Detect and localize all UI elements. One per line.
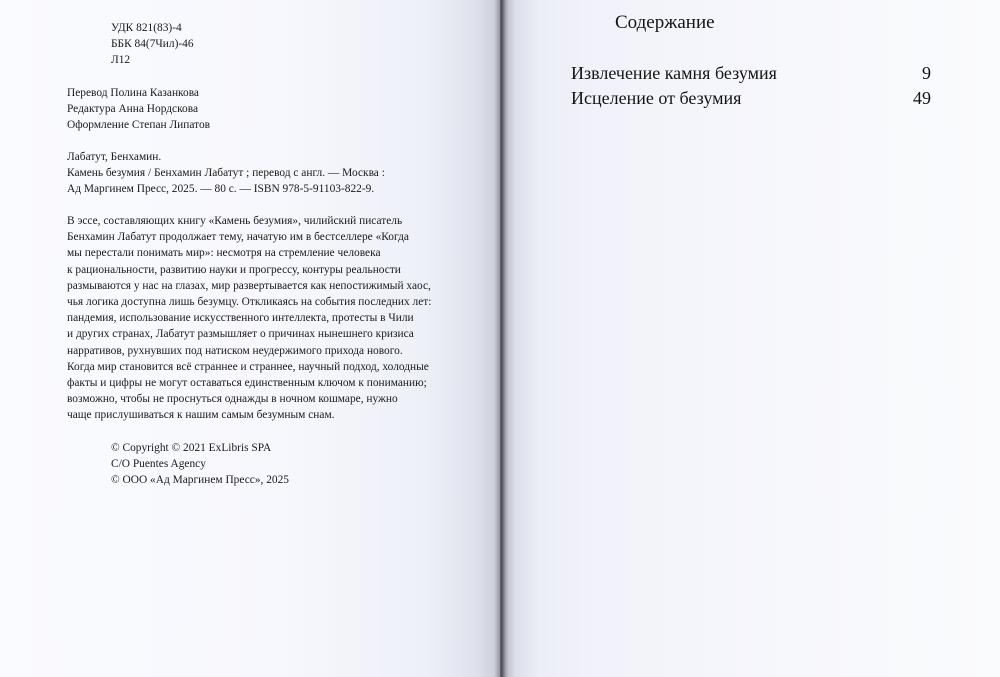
abstract-line: к рациональности, развитию науки и прогрессу, контуры реальности	[67, 263, 401, 276]
abstract-line: факты и цифры не могут оставаться единственным ключом к пониманию;	[67, 377, 427, 390]
editor-credit: Редактура Анна Нордскова	[67, 103, 199, 116]
toc-entry[interactable]	[571, 88, 931, 113]
bib-publisher: Ад Маргинем Пресс, 2025. — 80 с. — ISBN 978-5-91103-822-9.	[67, 183, 375, 196]
publisher-copyright-line: © ООО «Ад Маргинем Пресс», 2025	[111, 474, 289, 487]
toc-entry-page: 9	[922, 63, 931, 83]
abstract-line: нарративов, рухнувших под натиском неудержимого прихода нового.	[67, 344, 403, 357]
agency-line: C/O Puentes Agency	[111, 458, 206, 471]
abstract-line: пандемия, использование искусственного интеллекта, протесты в Чили	[67, 312, 414, 325]
abstract-line: Когда мир становится всё страннее и страннее, научный подход, холодные	[67, 360, 429, 373]
abstract-line: чья логика доступна лишь безумцу. Откликаясь на события последних лет:	[67, 296, 432, 309]
bib-author: Лабатут, Бенхамин.	[67, 151, 162, 163]
toc-entry-page: 49	[913, 88, 931, 108]
right-page	[500, 0, 1000, 677]
copyright-block	[111, 440, 289, 489]
copyright-line: © Copyright © 2021 ExLibris SPA	[111, 442, 272, 454]
abstract-line: чаще прислушиваться к нашим самым безумным снам.	[67, 409, 335, 422]
bibliographic-record	[67, 149, 385, 198]
abstract-line: мы перестали понимать мир»: несмотря на стремление человека	[67, 247, 381, 260]
contents-heading: Содержание	[615, 12, 715, 33]
abstract-line: Бенхамин Лабатут продолжает тему, начатую им в бестселлере «Когда	[67, 231, 409, 244]
bbk-code: ББК 84(7Чил)-46	[111, 38, 194, 51]
book-gutter-shadow	[494, 0, 508, 677]
abstract-line: возможно, чтобы не проснуться однажды в ночном кошмаре, нужно	[67, 393, 398, 406]
table-of-contents	[571, 63, 931, 113]
credits-block	[67, 85, 210, 134]
designer-credit: Оформление Степан Липатов	[67, 119, 211, 132]
translator-credit: Перевод Полина Казанкова	[67, 87, 199, 99]
bib-title: Камень безумия / Бенхамин Лабатут ; перевод с англ. — Москва :	[67, 167, 385, 180]
author-mark: Л12	[111, 54, 131, 67]
toc-entry-title: Исцеление от безумия	[571, 88, 742, 108]
toc-entry-title: Извлечение камня безумия	[571, 63, 777, 83]
book-abstract	[67, 213, 431, 424]
udc-code: УДК 821(83)-4	[111, 22, 182, 34]
abstract-line: размываются у нас на глазах, мир развертывается как непостижимый хаос,	[67, 279, 431, 292]
abstract-line: и других странах, Лабатут размышляет о причинах нынешнего кризиса	[67, 328, 414, 341]
abstract-line: В эссе, составляющих книгу «Камень безумия», чилийский писатель	[67, 215, 403, 227]
toc-entry[interactable]	[571, 63, 931, 88]
classification-block	[111, 20, 194, 69]
